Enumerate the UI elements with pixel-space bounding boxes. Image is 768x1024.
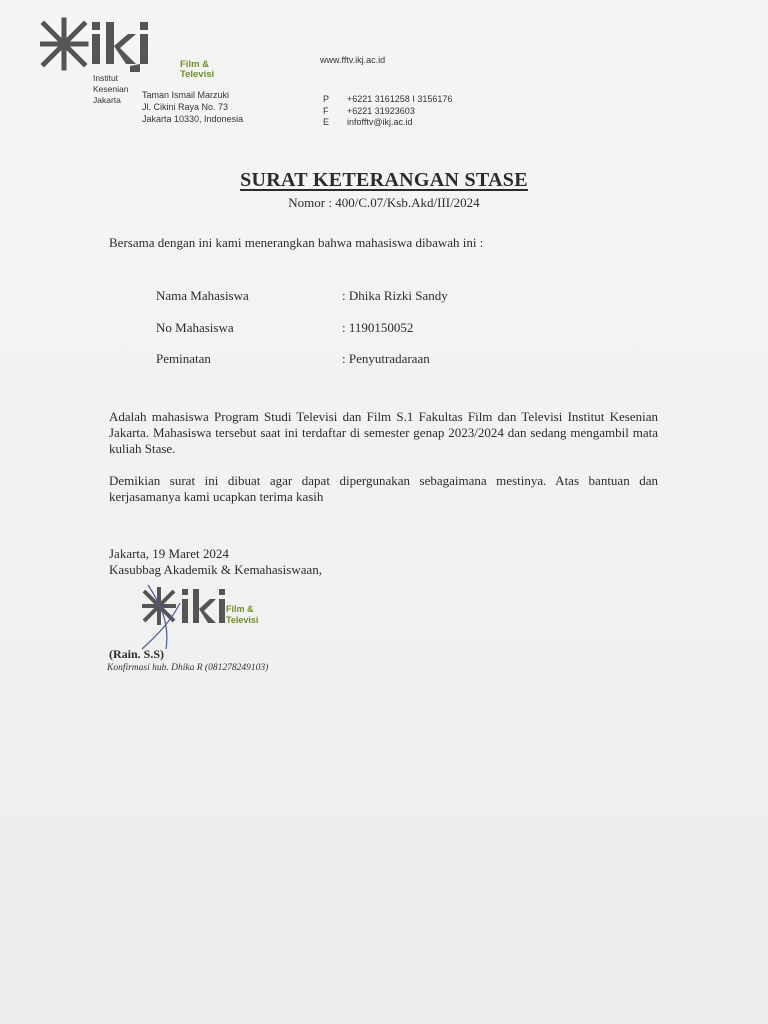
letter-title: SURAT KETERANGAN STASE: [240, 169, 528, 191]
signer-position: Kasubbag Akademik & Kemahasiswaan,: [109, 562, 323, 577]
signer-name: (Rain. S.S): [109, 647, 165, 661]
field-row-major: [156, 351, 430, 367]
brand-subtitle: Film & Televisi: [180, 59, 215, 80]
contact-fax: F +6221 31923603: [323, 105, 415, 116]
stamp-logo-icon: [140, 583, 270, 653]
body-paragraph-2: Demikian surat ini dibuat agar dapat dipergunakan sebagaimana mestinya. Atas bantuan dan kerjasamanya kami ucapkan terima kasih: [109, 473, 658, 504]
field-label: No Mahasiswa: [156, 320, 234, 335]
field-label: Peminatan: [156, 351, 211, 366]
closing-block: [109, 546, 322, 578]
stamp-signature: [140, 583, 270, 638]
field-row-number: [156, 320, 414, 336]
ikj-batik-logo-icon: [40, 16, 180, 72]
field-value: : Dhika Rizki Sandy: [342, 288, 448, 303]
stamp-brand-sub-1: Film &: [226, 604, 254, 614]
contact-email: E infofftv@ikj.ac.id: [323, 117, 413, 127]
contact-phone: P +6221 3161258 I 3156176: [323, 94, 453, 104]
confirmation-note: Konfirmasi hub. Dhika R (081278249103): [107, 663, 269, 673]
contact-block: [323, 94, 452, 129]
place-date: Jakarta, 19 Maret 2024: [109, 546, 229, 561]
intro-paragraph: Bersama dengan ini kami menerangkan bahwa mahasiswa dibawah ini :: [109, 235, 484, 250]
body-paragraph-1: Adalah mahasiswa Program Studi Televisi dan Film S.1 Fakultas Film dan Televisi Institut Kesenian Jakarta. Mahasiswa tersebut saat ini terdaftar di semester genap 2023/2024 dan sedang mengambil mata kuliah Stase.: [109, 409, 658, 456]
address-block: Taman Ismail Marzuki Jl. Cikini Raya No. 73 Jakarta 10330, Indonesia: [142, 90, 244, 124]
stamp-brand-sub-2: Televisi: [226, 615, 259, 625]
field-value: : 1190150052: [342, 320, 414, 335]
field-value: : Penyutradaraan: [342, 351, 430, 366]
field-row-name: [156, 288, 448, 304]
letter-number: Nomor : 400/C.07/Ksb.Akd/III/2024: [288, 195, 480, 210]
institution-name: Institut Kesenian Jakarta: [93, 73, 129, 105]
field-label: Nama Mahasiswa: [156, 288, 249, 303]
website-link[interactable]: www.fftv.ikj.ac.id: [320, 55, 386, 65]
